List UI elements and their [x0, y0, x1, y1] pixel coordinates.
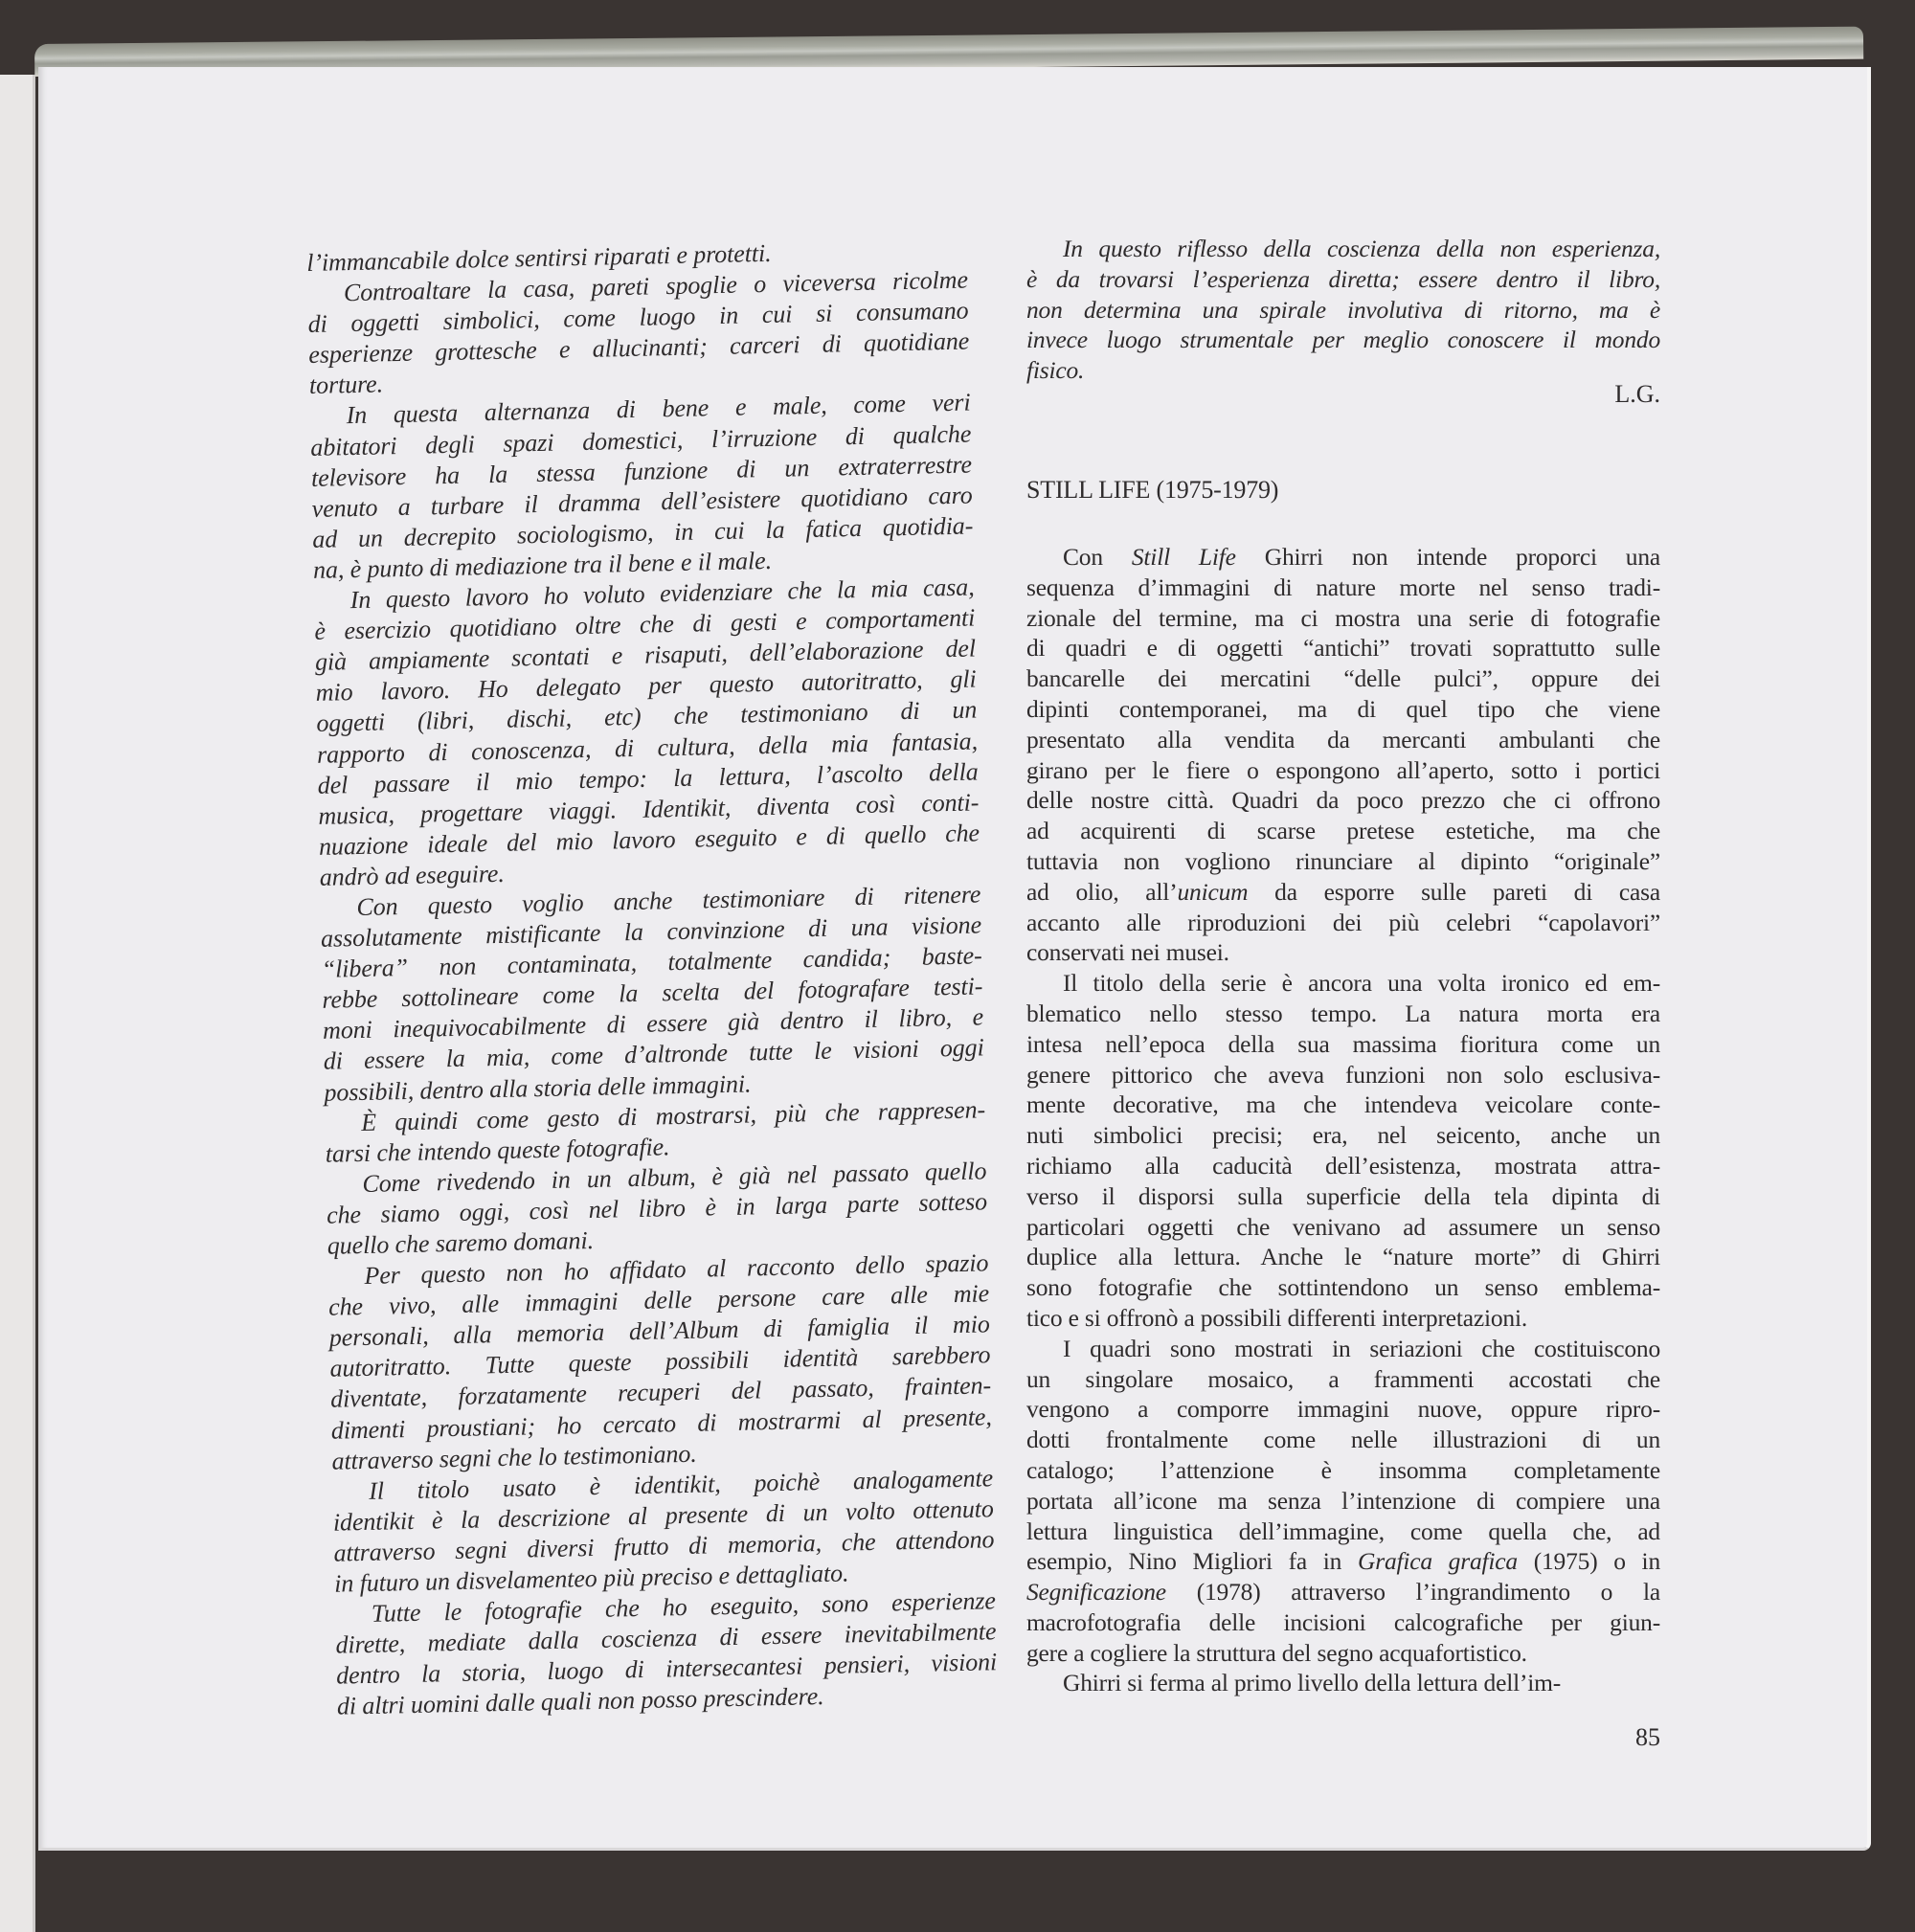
paragraph — [1026, 968, 1660, 1334]
italic-title: Segnificazione — [1026, 1578, 1166, 1606]
text-line: andrò ad eseguire. — [319, 859, 505, 891]
paragraph — [307, 265, 971, 402]
text-line: venuto a turbare il dramma dell’esistere quotidiano caro — [311, 481, 973, 523]
text-line: nuti simbolici precisi; era, nel seicento, anche un — [1026, 1121, 1660, 1150]
text-line: richiamo alla caducità dell’esistenza, mostrata attra- — [1026, 1151, 1660, 1179]
text-line: mente decorative, ma che intendeva veicolare conte- — [1026, 1090, 1660, 1119]
text-line: Con questo voglio anche testimoniare di ritenere — [356, 880, 981, 922]
paragraph — [1026, 542, 1660, 968]
text-line: na, è punto di mediazione tra il bene e il male. — [312, 546, 773, 584]
text-line: torture. — [308, 370, 384, 400]
text-line: non determina una spirale involutiva di ritorno, ma è — [1026, 295, 1660, 324]
paragraph — [1026, 234, 1660, 386]
text-line: girano per le fiere o espongono all’aperto, sotto i portici — [1026, 755, 1660, 784]
text-line: di altri uomini dalle quali non posso prescindere. — [336, 1682, 824, 1721]
text-segment: ad olio, all’ — [1026, 877, 1178, 906]
text-line: invece luogo strumentale per meglio conoscere il mondo — [1026, 326, 1660, 354]
italic-title: Still Life — [1131, 543, 1236, 571]
text-line: personali, alla memoria dell’Album di famiglia il mio — [328, 1310, 991, 1353]
text-line: abitatori degli spazi domestici, l’irruzione di qualche — [310, 419, 972, 461]
text-line: I quadri sono mostrati in seriazioni che costituiscono — [1063, 1334, 1660, 1362]
text-line: In questo riflesso della coscienza della non esperienza, — [1063, 235, 1660, 262]
text-line: Ghirri si ferma al primo livello della lettura dell’im- — [1063, 1669, 1562, 1697]
right-text-column — [1026, 542, 1660, 1698]
text-line: è esercizio quotidiano oltre che di gesti e comportamenti — [314, 603, 976, 646]
text-line: musica, progettare viaggi. Identikit, diventa così conti- — [318, 788, 980, 830]
text-line: in futuro un disvelamenteo più preciso e dettagliato. — [333, 1559, 849, 1598]
text-line: intesa nell’epoca della sua massima fioritura come un — [1026, 1029, 1660, 1058]
text-line: che siamo oggi, così nel libro è in larga parte sotteso — [326, 1187, 988, 1229]
right-intro-column — [1026, 234, 1660, 386]
text-line: televisore ha la stessa funzione di un extraterrestre — [310, 450, 973, 492]
paragraph — [320, 879, 985, 1108]
text-line — [1026, 1577, 1660, 1607]
text-line: rebbe sottolineare come la scelta del fotografare testi- — [322, 972, 983, 1015]
text-line: verso il disporsi sulla superficie della tela dipinta di — [1026, 1181, 1660, 1210]
text-line: “libera” non contaminata, totalmente candida; baste- — [321, 941, 982, 983]
text-segment: esempio, Nino Migliori fa in — [1026, 1547, 1358, 1576]
text-segment: (1975) o in — [1517, 1547, 1660, 1576]
text-line — [1026, 877, 1660, 908]
text-line: un singolare mosaico, a frammenti accostati che — [1026, 1364, 1660, 1393]
text-line: già ampiamente scontati e risaputi, dell’elaborazione del — [314, 634, 977, 677]
text-line: presentato alla vendita da mercanti ambulanti che — [1026, 725, 1660, 753]
text-line: È quindi come gesto di mostrarsi, più che rappresen- — [360, 1094, 986, 1136]
paragraph — [335, 1585, 999, 1722]
text-line: genere pittorico che aveva funzioni non solo esclusiva- — [1026, 1060, 1660, 1089]
text-line: di oggetti simbolici, come luogo in cui si consumano — [307, 296, 969, 339]
left-text-column — [306, 235, 998, 1723]
text-line: ad un decrepito sociologismo, in cui la fatica quotidia- — [312, 511, 974, 553]
text-line: duplice alla lettura. Anche le “nature morte” di Ghirri — [1026, 1243, 1660, 1271]
text-line: identikit è la descrizione al presente di un volto ottenuto — [332, 1494, 995, 1537]
text-segment: Con — [1063, 543, 1132, 571]
text-line: particolari oggetti che venivano ad assumere un senso — [1026, 1212, 1660, 1241]
paragraph — [326, 1156, 988, 1262]
paragraph — [313, 573, 980, 893]
text-line: moni inequivocabilmente di essere già dentro il libro, e — [322, 1002, 984, 1045]
text-line: ad acquirenti di scarse pretese estetiche, ma che — [1026, 817, 1660, 845]
text-line: Controaltare la casa, pareti spoglie o viceversa ricolme — [343, 265, 969, 307]
author-signature: L.G. — [1614, 380, 1660, 408]
paragraph — [1026, 1334, 1660, 1669]
text-line: di essere la mia, come d’altronde tutte le visioni oggi — [323, 1033, 984, 1076]
text-line: sono fotografie che sottintendono un senso emblema- — [1026, 1273, 1660, 1302]
paragraph — [332, 1463, 996, 1600]
text-line: del passare il mio tempo: la lettura, l’ascolto della — [317, 757, 979, 799]
text-line: tuttavia non vogliono rinunciare al dipinto “originale” — [1026, 846, 1660, 875]
text-line: In questo lavoro ho voluto evidenziare che la mia casa, — [349, 573, 975, 615]
text-line — [1026, 1546, 1660, 1577]
page-number: 85 — [1635, 1723, 1660, 1751]
text-line: oggetti (libri, dischi, etc) che testimoniano di un — [316, 695, 978, 738]
text-line: vengono a comporre immagini nuove, oppure ripro- — [1026, 1395, 1660, 1424]
text-line: delle nostre città. Quadri da poco prezzo che ci offrono — [1026, 786, 1660, 815]
text-line: accanto alle riproduzioni dei più celebri “capolavori” — [1026, 908, 1660, 936]
text-line: dirette, mediate dalla coscienza di essere inevitabilmente — [335, 1617, 997, 1659]
text-line: è da trovarsi l’esperienza diretta; essere dentro il libro, — [1026, 264, 1660, 293]
text-line: tarsi che intendo queste fotografie. — [325, 1132, 670, 1168]
italic-title: unicum — [1177, 877, 1249, 906]
text-line — [1026, 542, 1660, 573]
text-line: gere a cogliere la struttura del segno acquafortistico. — [1026, 1638, 1527, 1667]
italic-title: Grafica grafica — [1358, 1547, 1518, 1576]
text-line: attraverso segni diversi frutto di memoria, che attendono — [333, 1525, 995, 1567]
text-line: attraverso segni che lo testimoniano. — [331, 1439, 697, 1475]
text-line: fisico. — [1026, 356, 1085, 385]
text-line: dentro la storia, luogo di intersecantesi pensieri, visioni — [335, 1648, 998, 1690]
text-line: possibili, dentro alla storia delle immagini. — [324, 1069, 752, 1107]
text-line: dimenti proustiani; ho cercato di mostrarmi al presente, — [330, 1402, 993, 1445]
text-line: Tutte le fotografie che ho eseguito, sono esperienze — [371, 1586, 997, 1629]
paragraph — [309, 388, 974, 586]
text-line: lettura linguistica dell’immagine, come quella che, ad — [1026, 1516, 1660, 1545]
text-line: mio lavoro. Ho delegato per questo autoritratto, gli — [315, 664, 977, 708]
text-line: macrofotografia delle incisioni calcografiche per giun- — [1026, 1607, 1660, 1636]
section-heading: STILL LIFE (1975-1979) — [1026, 476, 1279, 504]
text-line: conservati nei musei. — [1026, 938, 1229, 967]
text-line: portata all’icone ma senza l’intenzione di compiere una — [1026, 1486, 1660, 1515]
text-line: diventate, forzatamente recuperi del passato, frainten- — [329, 1371, 992, 1414]
text-line: quello che saremo domani. — [327, 1225, 595, 1260]
text-line: bancarelle dei mercatini “delle pulci”, oppure dei — [1026, 664, 1660, 693]
text-line: esperienze grottesche e allucinanti; carceri di quotidiane — [308, 326, 970, 370]
text-line: l’immancabile dolce sentirsi riparati e protetti. — [306, 238, 772, 277]
text-line: Per questo non ho affidato al racconto dello spazio — [364, 1248, 989, 1291]
text-line: In questa alternanza di bene e male, come veri — [346, 388, 971, 430]
facing-page-edge — [0, 75, 35, 1932]
paragraph — [327, 1247, 993, 1476]
text-line: blematico nello stesso tempo. La natura morta era — [1026, 999, 1660, 1027]
text-line: zionale del termine, ma ci mostra una serie di fotografie — [1026, 603, 1660, 632]
text-line: dotti frontalmente come nelle illustrazioni di un — [1026, 1426, 1660, 1454]
text-line: Il titolo della serie è ancora una volta ironico ed em- — [1063, 969, 1660, 998]
text-line: autoritratto. Tutte queste possibili identità sarebbero — [329, 1340, 991, 1383]
text-line: nuazione ideale del mio lavoro eseguito e di quello che — [318, 819, 980, 861]
text-line: catalogo; l’attenzione è insomma completamente — [1026, 1455, 1660, 1484]
text-line: tico e si offronò a possibili differenti interpretazioni. — [1026, 1303, 1528, 1332]
text-segment: da esporre sulle pareti di casa — [1248, 877, 1660, 906]
text-line: di quadri e di oggetti “antichi” trovati soprattutto sulle — [1026, 634, 1660, 663]
text-line: che vivo, alle immagini delle persone care alle mie — [327, 1279, 990, 1321]
text-line: sequenza d’immagini di nature morte nel senso tradi- — [1026, 573, 1660, 601]
paragraph — [1026, 1668, 1660, 1698]
text-line: assolutamente mistificante la convinzione di una visione — [320, 910, 982, 953]
text-line: rapporto di conoscenza, di cultura, della mia fantasia, — [316, 726, 979, 769]
text-segment: Ghirri non intende proporci una — [1235, 543, 1660, 571]
text-line: Il titolo usato è identikit, poichè analogamente — [368, 1464, 994, 1505]
text-line: Come rivedendo in un album, è già nel passato quello — [362, 1157, 987, 1198]
text-line: dipinti contemporanei, ma di quel tipo che viene — [1026, 694, 1660, 723]
text-segment: (1978) attraverso l’ingrandimento o la — [1165, 1578, 1660, 1606]
